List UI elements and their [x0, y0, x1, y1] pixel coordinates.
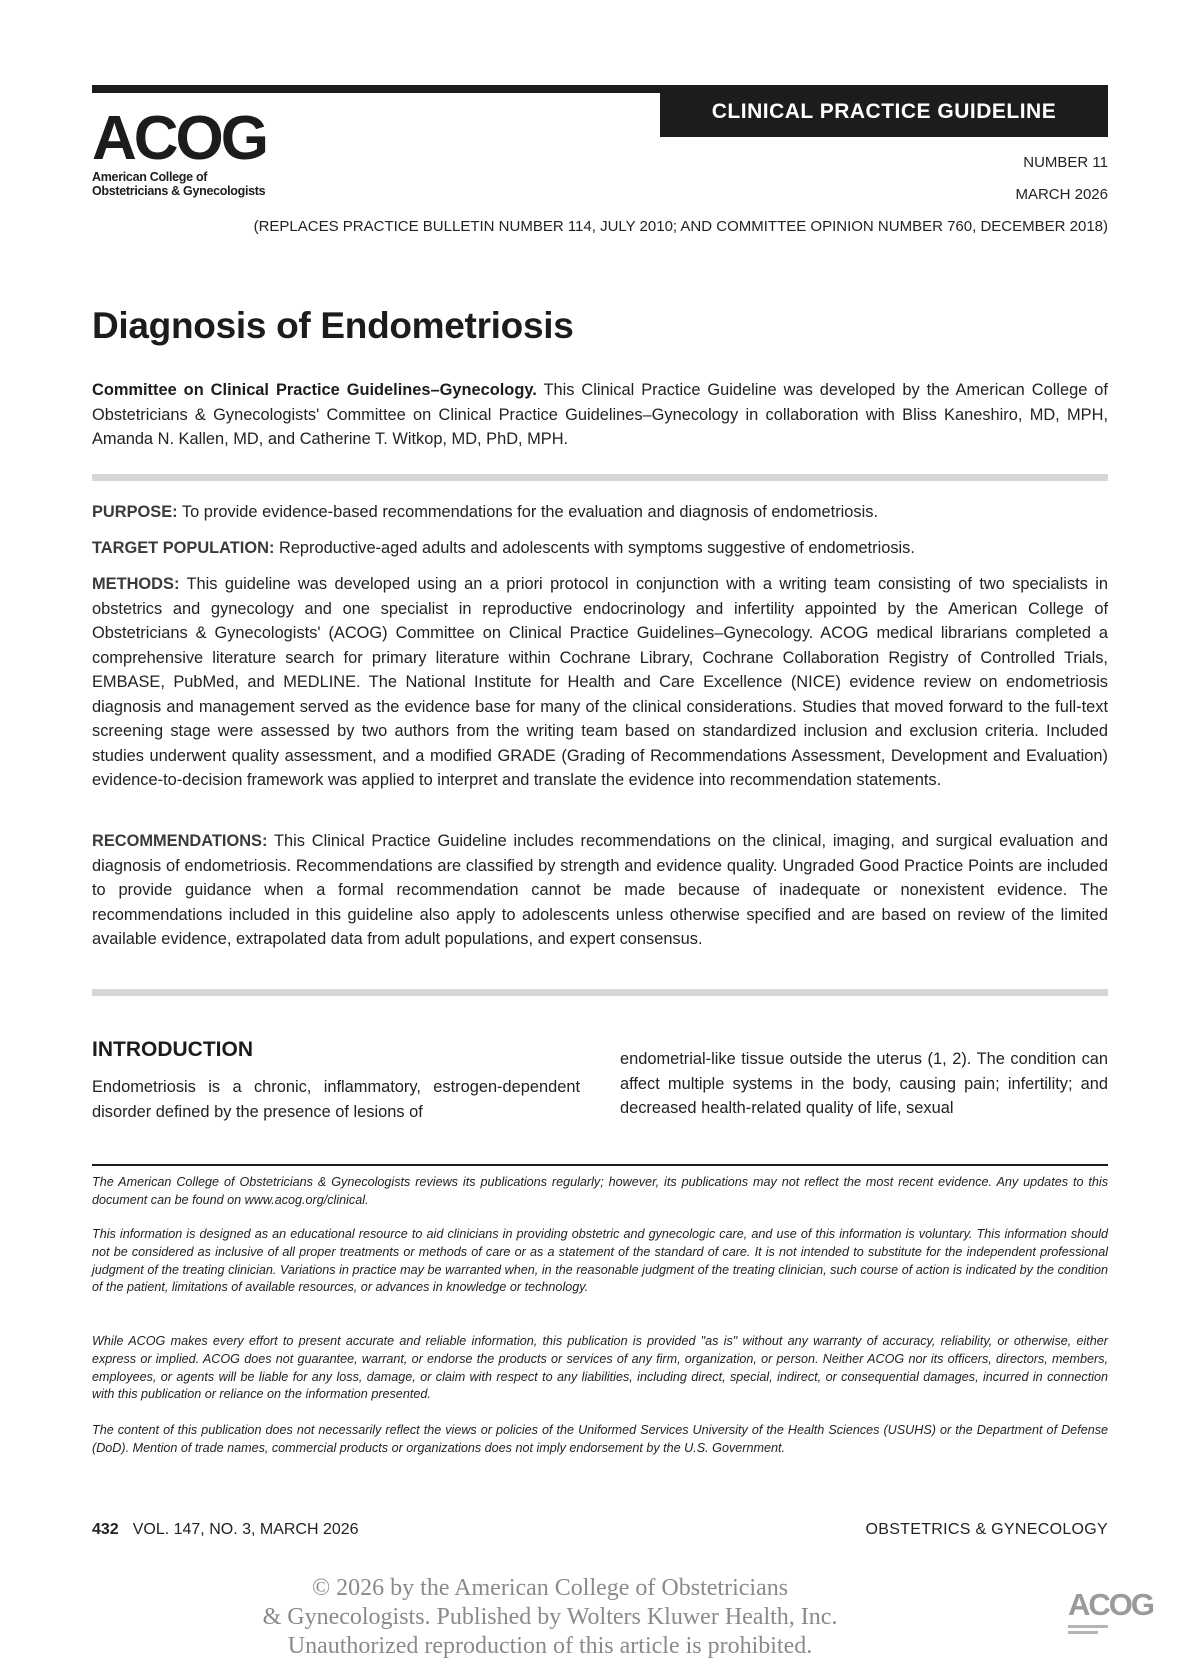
banner-text: CLINICAL PRACTICE GUIDELINE — [711, 100, 1057, 123]
acog-mini-logo — [1068, 1587, 1153, 1650]
mini-logo-bar — [1068, 1631, 1098, 1634]
disclaimer-rule — [92, 1164, 1108, 1166]
journal-name: OBSTETRICS & GYNECOLOGY — [865, 1521, 1108, 1538]
logo-subtitle-line2: Obstetricians & Gynecologists — [92, 184, 266, 198]
disclaimer-dod: The content of this publication does not necessarily reflect the views or policies of the Uniformed Services University of the Health Sciences (USUHS) or the Department of Defense (DoD). Mention of trade names, commercial products or organizations does not imply endorsement by the U.S. Government. — [92, 1423, 1108, 1455]
methods-label: METHODS: — [92, 575, 180, 593]
intro-column-right: endometrial-like tissue outside the uterus (1, 2). The condition can affect multiple systems in the body, causing pain; infertility; and decreased health-related quality of life, sexual — [620, 1050, 1108, 1117]
document-type-banner — [660, 87, 1108, 137]
footer-citation — [92, 1521, 359, 1539]
copyright-line-2: & Gynecologists. Published by Wolters Kluwer Health, Inc. — [262, 1604, 838, 1630]
issue-info: VOL. 147, NO. 3, MARCH 2026 — [132, 1521, 359, 1538]
logo-wordmark: ACOG — [92, 104, 266, 173]
replaces-note: (REPLACES PRACTICE BULLETIN NUMBER 114, JULY 2010; AND COMMITTEE OPINION NUMBER 760, DECEMBER 2018) — [253, 218, 1108, 235]
target-label: TARGET POPULATION: — [92, 539, 275, 557]
target-text: Reproductive-aged adults and adolescents with symptoms suggestive of endometriosis. — [278, 539, 915, 557]
mini-logo-wordmark: ACOG — [1068, 1587, 1153, 1622]
copyright-line-3: Unauthorized reproduction of this article is prohibited. — [287, 1633, 813, 1659]
guideline-number: NUMBER 11 — [1023, 154, 1108, 171]
recommendations-label: RECOMMENDATIONS: — [92, 832, 268, 850]
disclaimer-warranty: While ACOG makes every effort to present accurate and reliable information, this publication is provided "as is" without any warranty of accuracy, reliability, or otherwise, either express or implied. ACOG does not guarantee, warrant, or endorse the products or services of any firm, organization, or person. Neither ACOG nor its officers, directors, members, employees, or agents will be liable for any loss, damage, or claim with respect to any liabilities, including direct, special, indirect, or consequential damages, incurred in connection with this publication or reliance on the information presented. — [92, 1334, 1108, 1402]
purpose-label: PURPOSE: — [92, 503, 178, 521]
logo-subtitle-line1: American College of — [92, 170, 208, 184]
disclaimer-review: The American College of Obstetricians & Gynecologists reviews its publications regularly; however, its publications may not reflect the most recent evidence. Any updates to this document can be found on www.acog.org/clinical. — [92, 1175, 1108, 1207]
methods-text: This guideline was developed using an a priori protocol in conjunction with a writing team consisting of two specialists in obstetrics and gynecology and one specialist in reproductive endocrinology and infertility appointed by the American College of Obstetricians & Gynecologists' (ACOG) Committee on Clinical Practice Guidelines–Gynecology. ACOG medical librarians completed a comprehensive literature search for primary literature within Cochrane Library, Cochrane Collaboration Registry of Controlled Trials, EMBASE, PubMed, and MEDLINE. The National Institute for Health and Care Excellence (NICE) evidence review on endometriosis diagnosis and management served as the evidence base for many of the clinical considerations. Studies that moved forward to the full-text screening stage were assessed by two authors from the writing team based on standardized inclusion and exclusion criteria. Included studies underwent quality assessment, and a modified GRADE (Grading of Recommendations Assessment, Development and Evaluation) evidence-to-decision framework was applied to interpret and translate the evidence into recommendation statements. — [92, 575, 1108, 789]
page-number: 432 — [92, 1521, 119, 1538]
copyright-line-1: © 2026 by the American College of Obstetricians — [311, 1575, 789, 1601]
byline-text: This Clinical Practice Guideline was developed by the American College of Obstetricians & Gynecologists' Committee on Clinical Practice Guidelines–Gynecology in collaboration with Bliss Kaneshiro, MD, MPH, Amanda N. Kallen, MD, and Catherine T. Witkop, MD, PhD, MPH. — [92, 381, 1108, 448]
abstract-top-rule — [92, 474, 1108, 481]
copyright-notice — [200, 1574, 900, 1661]
intro-column-left: Endometriosis is a chronic, inflammatory, estrogen-dependent disorder defined by the presence of lesions of — [92, 1078, 580, 1121]
introduction-heading: INTRODUCTION — [92, 1038, 253, 1061]
byline-paragraph — [92, 378, 1108, 452]
purpose-paragraph — [92, 500, 1108, 525]
methods-paragraph — [92, 572, 1108, 793]
purpose-text: To provide evidence-based recommendations for the evaluation and diagnosis of endometriosis. — [181, 503, 878, 521]
committee-name: Committee on Clinical Practice Guidelines–Gynecology. — [92, 381, 537, 399]
page-title: Diagnosis of Endometriosis — [92, 305, 574, 346]
recommendations-paragraph — [92, 829, 1108, 952]
abstract-bottom-rule — [92, 989, 1108, 996]
publication-date: MARCH 2026 — [1015, 186, 1108, 203]
disclaimer-educational: This information is designed as an educational resource to aid clinicians in providing obstetric and gynecologic care, and use of this information is voluntary. This information should not be considered as inclusive of all proper treatments or methods of care or as a statement of the standard of care. It is not intended to substitute for the independent professional judgment of the treating clinician. Variations in practice may be warranted when, in the reasonable judgment of the treating clinician, such course of action is indicated by the condition of the patient, limitations of available resources, or advances in knowledge or technology. — [92, 1227, 1108, 1295]
mini-logo-bar — [1068, 1625, 1108, 1628]
recommendations-text: This Clinical Practice Guideline includes recommendations on the clinical, imaging, and surgical evaluation and diagnosis of endometriosis. Recommendations are classified by strength and evidence quality. Ungraded Good Practice Points are included to provide guidance when a formal recommendation cannot be made because of inadequate or nonexistent evidence. The recommendations included in this guideline also apply to adolescents unless otherwise specified and are based on review of the limited available evidence, extrapolated data from adult populations, and expert consensus. — [92, 832, 1108, 948]
acog-logo — [92, 104, 322, 213]
target-paragraph — [92, 536, 1108, 561]
